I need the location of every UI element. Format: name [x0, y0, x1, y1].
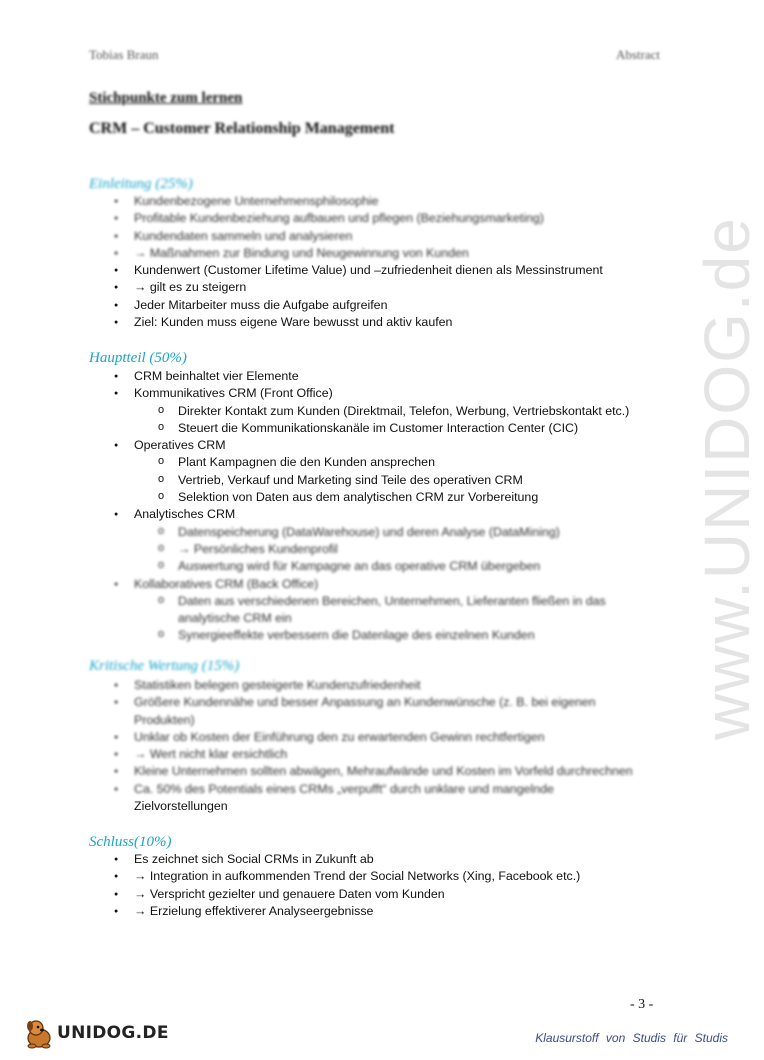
list-item: ● Jeder Mitarbeiter muss die Aufgabe aufgreifen — [0, 297, 603, 314]
section-heading-schluss: Schluss(10%) — [89, 834, 172, 850]
sub-list-item: o Direkter Kontakt zum Kunden (Direktmail, Telefon, Werbung, Vertriebskontakt etc.) — [0, 403, 629, 420]
list-item-continuation: Produkten) — [134, 712, 195, 727]
list-item: ● Größere Kundennähe und besser Anpassung an Kundenwünsche (z. B. bei eigenen — [0, 694, 633, 711]
list-item: ● Kollaboratives CRM (Back Office) — [0, 576, 629, 593]
list-item: ● Statistiken belegen gesteigerte Kundenzufriedenheit — [0, 677, 633, 694]
sub-list-item: o Synergieeffekte verbessern die Datenlage des einzelnen Kunden — [0, 627, 629, 644]
list-item: ● → Wert nicht klar ersichtlich — [0, 746, 633, 763]
list-item: ● Ca. 50% des Potentials eines CRMs „verpufft“ durch unklare und mangelnde — [0, 781, 633, 798]
header-doc-type: Abstract — [615, 47, 660, 62]
list-item: ● Analytisches CRM — [0, 506, 629, 523]
section-heading-kritik: Kritische Wertung (15%) — [89, 658, 240, 674]
sub-list-item: o Datenspeicherung (DataWarehouse) und deren Analyse (DataMining) — [0, 524, 629, 541]
sub-list-item: o Auswertung wird für Kampagne an das operative CRM übergeben — [0, 558, 629, 575]
sub-list-item: o Daten aus verschiedenen Bereichen, Unternehmen, Lieferanten fließen in das — [0, 593, 629, 610]
list-schluss — [0, 851, 580, 920]
page-subtitle: CRM – Customer Relationship Management — [89, 120, 395, 137]
list-item-continuation: Zielvorstellungen — [134, 799, 228, 814]
section-heading-einleitung: Einleitung (25%) — [89, 176, 193, 192]
dog-icon — [24, 1017, 54, 1049]
sub-list-item: o Plant Kampagnen die den Kunden ansprechen — [0, 454, 629, 471]
list-item: ● → Maßnahmen zur Bindung und Neugewinnung von Kunden — [0, 245, 603, 262]
page-title: Stichpunkte zum lernen — [89, 90, 243, 106]
sub-list-item: o Steuert die Kommunikationskanäle im Customer Interaction Center (CIC) — [0, 420, 629, 437]
logo-text: UNIDOG.DE — [57, 1023, 169, 1043]
list-item: ● Profitable Kundenbeziehung aufbauen und pflegen (Beziehungsmarketing) — [0, 210, 603, 227]
list-item: ● Kleine Unternehmen sollten abwägen, Mehraufwände und Kosten im Vorfeld durchrechnen — [0, 763, 633, 780]
list-item: ● → Integration in aufkommenden Trend der Social Networks (Xing, Facebook etc.) — [0, 868, 580, 885]
watermark: www.UNIDOG.de — [691, 216, 763, 740]
unidog-logo — [24, 1017, 169, 1051]
list-item: ● Kundendaten sammeln und analysieren — [0, 228, 603, 245]
sub-list-item: o → Persönliches Kundenprofil — [0, 541, 629, 558]
list-item: ● CRM beinhaltet vier Elemente — [0, 368, 629, 385]
list-item: ● Kundenwert (Customer Lifetime Value) und –zufriedenheit dienen als Messinstrument — [0, 262, 603, 279]
header-author: Tobias Braun — [89, 47, 159, 62]
list-item: ● Unklar ob Kosten der Einführung den zu erwartenden Gewinn rechtfertigen — [0, 729, 633, 746]
list-hauptteil — [0, 368, 629, 645]
list-item: ● Es zeichnet sich Social CRMs in Zukunft ab — [0, 851, 580, 868]
footer-tagline: Klausurstoff von Studis für Studis — [535, 1031, 728, 1045]
list-item: ● Ziel: Kunden muss eigene Ware bewusst und aktiv kaufen — [0, 314, 603, 331]
list-item: ● → Verspricht gezielter und genauere Daten vom Kunden — [0, 886, 580, 903]
list-item: ● Operatives CRM — [0, 437, 629, 454]
list-item: ● Kundenbezogene Unternehmensphilosophie — [0, 193, 603, 210]
list-item: ● → gilt es zu steigern — [0, 279, 603, 296]
sub-list-item: o Selektion von Daten aus dem analytischen CRM zur Vorbereitung — [0, 489, 629, 506]
sub-list-item-continuation: analytische CRM ein — [178, 611, 292, 626]
list-item: ● → Erzielung effektiverer Analyseergebnisse — [0, 903, 580, 920]
list-einleitung — [0, 193, 603, 331]
list-item: ● Kommunikatives CRM (Front Office) — [0, 385, 629, 402]
list-kritik — [0, 677, 633, 815]
sub-list-item: o Vertrieb, Verkauf und Marketing sind Teile des operativen CRM — [0, 472, 629, 489]
page-number: - 3 - — [630, 997, 654, 1012]
section-heading-hauptteil: Hauptteil (50%) — [89, 350, 187, 366]
